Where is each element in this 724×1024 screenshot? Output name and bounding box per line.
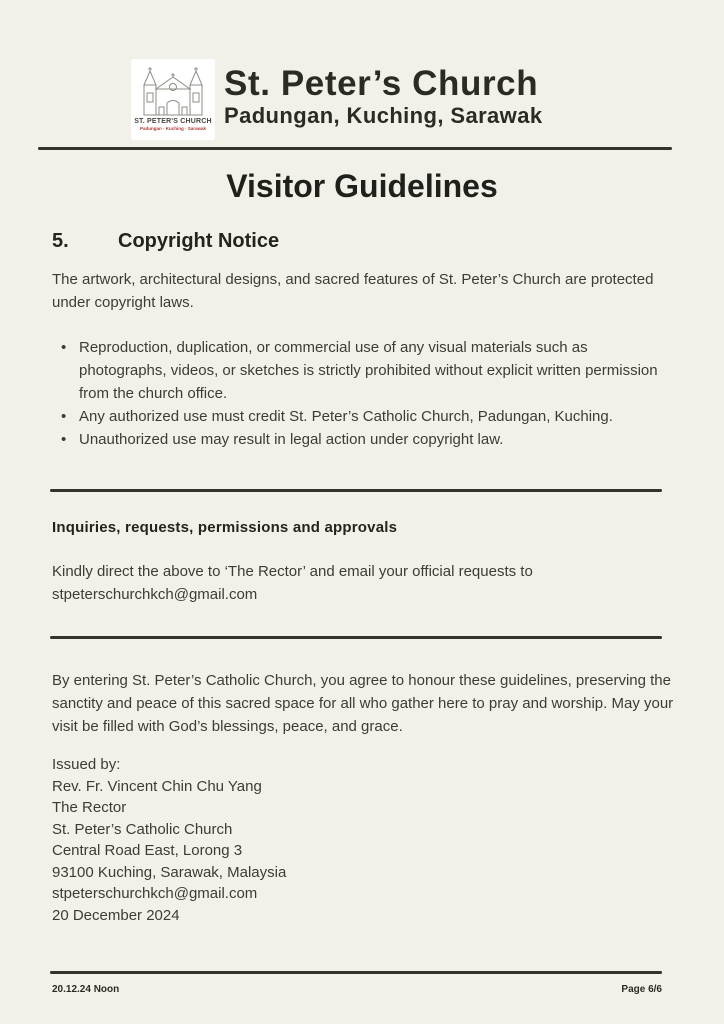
- list-item: • Unauthorized use may result in legal action under copyright law.: [60, 428, 664, 451]
- closing-paragraph: By entering St. Peter’s Catholic Church, you agree to honour these guidelines, preserving the sanctity and peace of this sacred space for all who gather here to pray and worship. May your visit be filled with God’s blessings, peace, and grace.: [52, 672, 674, 735]
- church-name-title: St. Peter’s Church: [224, 64, 539, 103]
- issued-by-line: St. Peter’s Catholic Church: [52, 820, 233, 838]
- issued-by-line: The Rector: [52, 799, 127, 816]
- inquiries-heading: Inquiries, requests, permissions and approvals: [52, 519, 398, 536]
- issued-by-line: Central Road East, Lorong 3: [52, 842, 243, 859]
- list-item: • Reproduction, duplication, or commercial use of any visual materials such as photographs, videos, or sketches is strictly prohibited without explicit written permission from the church office.: [60, 336, 664, 405]
- church-location-subtitle: Padungan, Kuching, Sarawak: [224, 102, 543, 128]
- issued-by-line: stpeterschurchkch@gmail.com: [52, 885, 258, 902]
- church-logo: [131, 59, 215, 140]
- section-divider: [50, 489, 662, 492]
- section-heading-label: Copyright Notice: [118, 230, 280, 252]
- header-text-block: [224, 66, 542, 128]
- copyright-bullet-list: [60, 336, 664, 451]
- logo-caption-location: Padungan · Kuching · Sarawak: [139, 126, 206, 131]
- church-building-icon: [138, 63, 208, 117]
- footer-divider: [50, 971, 662, 974]
- issued-by-block: [52, 754, 552, 926]
- issued-by-line: Rev. Fr. Vincent Chin Chu Yang: [52, 777, 262, 795]
- section-number: 5.: [52, 230, 69, 252]
- section-heading: [52, 230, 279, 253]
- issued-by-label: Issued by:: [52, 756, 121, 773]
- page-title: Visitor Guidelines: [226, 168, 498, 204]
- inquiries-paragraph: Kindly direct the above to ‘The Rector’ and email your official requests to stpeterschurchkch@gmail.com: [52, 563, 533, 603]
- footer-page-number: Page 6/6: [621, 984, 662, 995]
- section-divider: [50, 636, 662, 639]
- footer-date-stamp: 20.12.24 Noon: [52, 984, 120, 995]
- header-divider: [38, 147, 672, 150]
- intro-paragraph: The artwork, architectural designs, and sacred features of St. Peter’s Church are protected under copyright laws.: [52, 271, 654, 311]
- logo-caption-name: ST. PETER'S CHURCH: [134, 118, 212, 125]
- issued-by-line: 93100 Kuching, Sarawak, Malaysia: [52, 863, 287, 881]
- issued-by-line: 20 December 2024: [52, 906, 180, 924]
- list-item: • Any authorized use must credit St. Peter’s Catholic Church, Padungan, Kuching.: [60, 405, 664, 428]
